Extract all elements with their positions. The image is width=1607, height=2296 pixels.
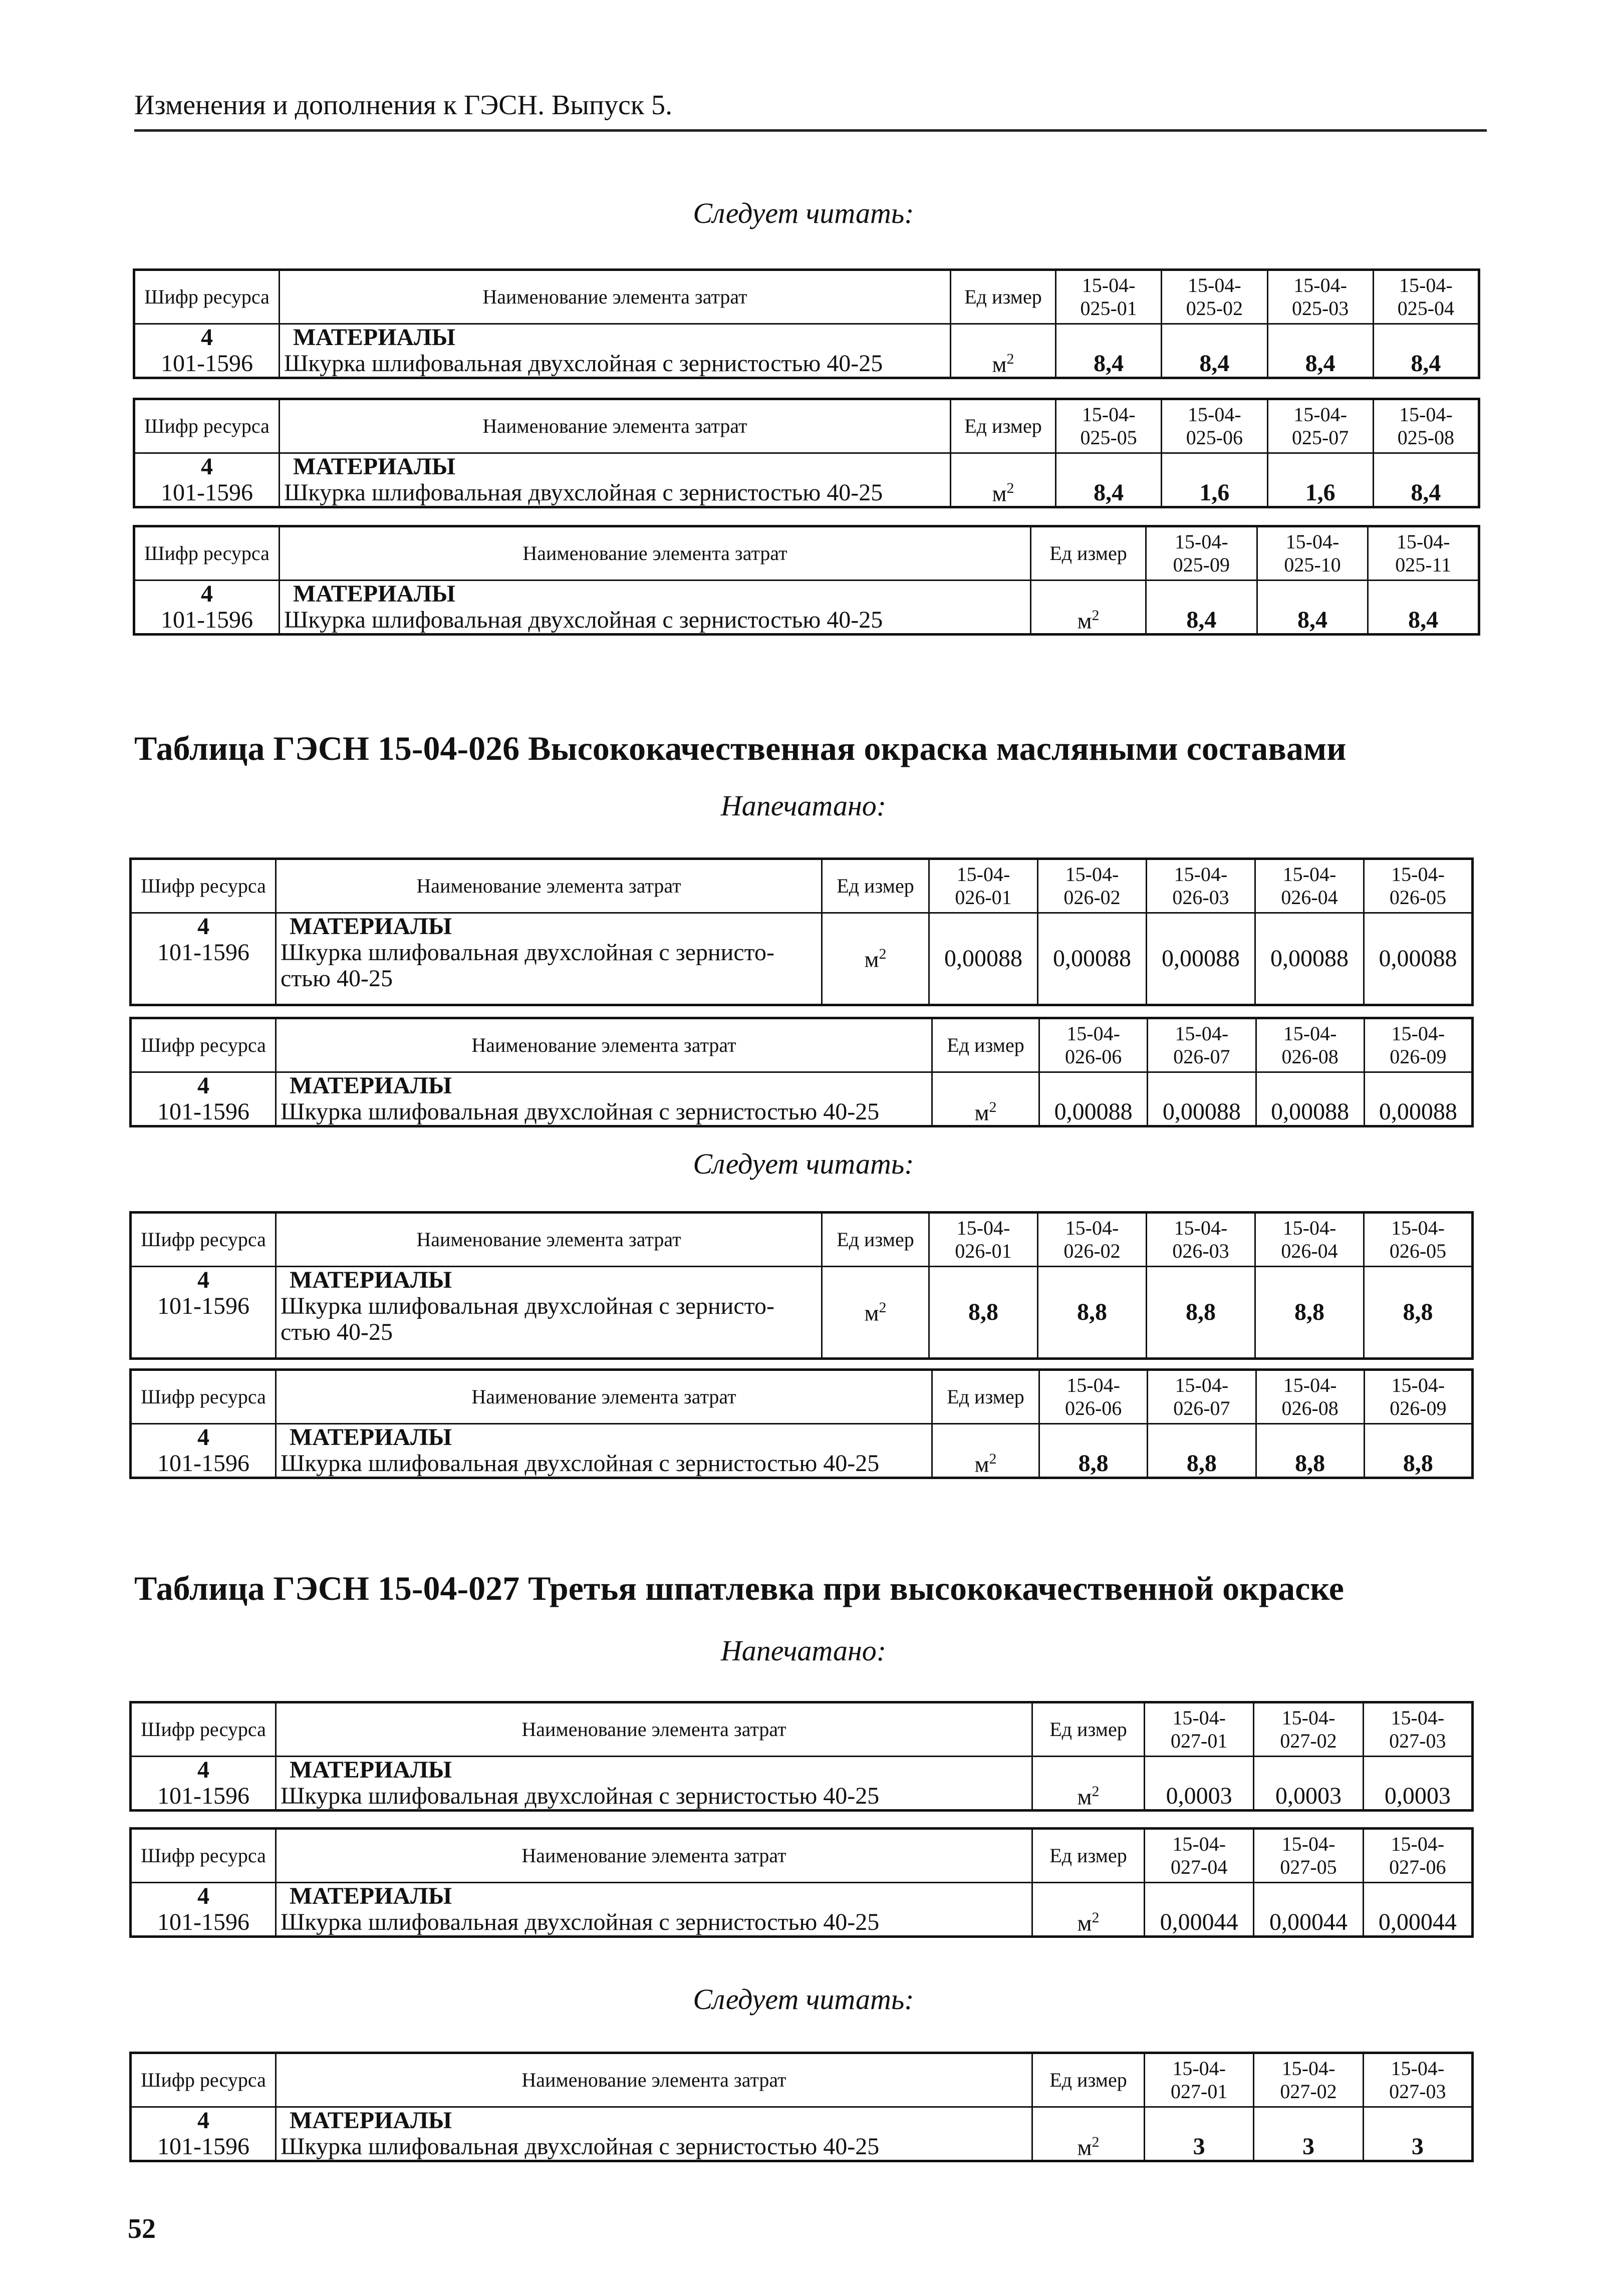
- resource-code-cell: 4 101-1596: [134, 581, 280, 635]
- value-cell: 0,00088: [1039, 1072, 1148, 1126]
- col-code-header: 15-04- 025-04: [1373, 270, 1479, 324]
- value-cell: 0,00088: [1038, 913, 1147, 1005]
- col-unit-header: Ед измер: [822, 1213, 929, 1267]
- value-cell: 8,8: [1147, 1267, 1255, 1359]
- table-row: [134, 581, 1479, 635]
- col-code-header: 15-04- 026-03: [1147, 1213, 1255, 1267]
- value-cell: 8,4: [1146, 581, 1257, 635]
- table-row: [131, 1424, 1473, 1478]
- col-code-header: 15-04- 027-06: [1363, 1829, 1472, 1883]
- unit-cell: $м^2$: [1031, 581, 1146, 635]
- value-cell: 8,4: [1368, 581, 1479, 635]
- value-cell: 8,8: [1364, 1424, 1472, 1478]
- col-code-header: 15-04- 027-01: [1145, 2053, 1254, 2107]
- value-cell: 0,00088: [1364, 913, 1473, 1005]
- table-header-row: [131, 859, 1473, 913]
- table-026-printed-b: [129, 1017, 1474, 1127]
- section-title-026: Таблица ГЭСН 15-04-026 Высококачественная окраска масляными составами: [134, 729, 1347, 767]
- resource-code-cell: 4 101-1596: [131, 1267, 276, 1359]
- col-code-header: 15-04- 027-05: [1254, 1829, 1363, 1883]
- unit-cell: $м^2$: [951, 453, 1056, 507]
- col-code-header: 15-04- 027-02: [1254, 2053, 1363, 2107]
- table-row: [131, 1883, 1473, 1937]
- col-unit-header: Ед измер: [951, 399, 1056, 453]
- value-cell: 1,6: [1162, 453, 1267, 507]
- table-row: [131, 2107, 1473, 2161]
- col-code-header: 15-04- 026-06: [1039, 1370, 1148, 1424]
- unit-cell: $м^2$: [1032, 2107, 1145, 2161]
- col-name-header: Наименование элемента затрат: [280, 526, 1031, 581]
- col-code-header: 15-04- 027-02: [1254, 1702, 1363, 1757]
- col-unit-header: Ед измер: [1032, 1702, 1145, 1757]
- table-026-read-a: [129, 1211, 1474, 1360]
- col-code-header: 15-04- 025-11: [1368, 526, 1479, 581]
- section-title-027: Таблица ГЭСН 15-04-027 Третья шпатлевка при высококачественной окраске: [134, 1569, 1344, 1607]
- col-unit-header: Ед измер: [1031, 526, 1146, 581]
- col-resource-header: Шифр ресурса: [131, 1829, 276, 1883]
- value-cell: 8,4: [1373, 453, 1479, 507]
- col-unit-header: Ед измер: [951, 270, 1056, 324]
- col-name-header: Наименование элемента затрат: [276, 1829, 1032, 1883]
- col-code-header: 15-04- 025-01: [1056, 270, 1162, 324]
- table-header-row: [134, 526, 1479, 581]
- col-code-header: 15-04- 025-05: [1056, 399, 1162, 453]
- col-code-header: 15-04- 026-04: [1255, 859, 1364, 913]
- col-name-header: Наименование элемента затрат: [280, 399, 951, 453]
- caption-printed-2: Напечатано:: [720, 1634, 887, 1667]
- col-resource-header: Шифр ресурса: [131, 1018, 276, 1072]
- table-row: [131, 1267, 1473, 1359]
- table-header-row: [131, 1702, 1473, 1757]
- col-code-header: 15-04- 026-01: [929, 859, 1038, 913]
- col-code-header: 15-04- 025-09: [1146, 526, 1257, 581]
- col-code-header: 15-04- 026-05: [1364, 859, 1473, 913]
- value-cell: 8,8: [1039, 1424, 1148, 1478]
- caption-read-3: Следует читать:: [693, 1983, 914, 2016]
- resource-name-cell: МАТЕРИАЛЫ Шкурка шлифовальная двухслойная с зернистостью 40-25: [276, 1424, 932, 1478]
- table-027-read: [129, 2052, 1474, 2162]
- table-027-printed-b: [129, 1827, 1474, 1938]
- col-code-header: 15-04- 027-03: [1363, 1702, 1472, 1757]
- col-code-header: 15-04- 026-09: [1364, 1018, 1472, 1072]
- value-cell: 0,00088: [1364, 1072, 1472, 1126]
- resource-code-cell: 4 101-1596: [131, 913, 276, 1005]
- table-026-printed-a: [129, 857, 1474, 1006]
- table-header-row: [131, 1829, 1473, 1883]
- col-code-header: 15-04- 025-03: [1267, 270, 1373, 324]
- resource-code-cell: 4 101-1596: [131, 1757, 276, 1811]
- table-header-row: [131, 1213, 1473, 1267]
- resource-name-cell: МАТЕРИАЛЫ Шкурка шлифовальная двухслойная с зернистостью 40-25: [276, 1757, 1032, 1811]
- table-025-c: [133, 525, 1480, 636]
- col-unit-header: Ед измер: [932, 1018, 1039, 1072]
- value-cell: 0,00044: [1145, 1883, 1254, 1937]
- value-cell: 8,8: [1364, 1267, 1473, 1359]
- value-cell: 0,00044: [1363, 1883, 1472, 1937]
- unit-cell: $м^2$: [932, 1424, 1039, 1478]
- table-header-row: [134, 399, 1479, 453]
- table-header-row: [134, 270, 1479, 324]
- value-cell: 0,00088: [1148, 1072, 1256, 1126]
- resource-code-cell: 4 101-1596: [131, 2107, 276, 2161]
- value-cell: 3: [1363, 2107, 1472, 2161]
- unit-cell: $м^2$: [1032, 1883, 1145, 1937]
- value-cell: 0,00044: [1254, 1883, 1363, 1937]
- value-cell: 3: [1145, 2107, 1254, 2161]
- table-header-row: [131, 1370, 1473, 1424]
- unit-cell: $м^2$: [932, 1072, 1039, 1126]
- col-resource-header: Шифр ресурса: [134, 270, 280, 324]
- table-027-printed-a: [129, 1701, 1474, 1812]
- col-code-header: 15-04- 025-08: [1373, 399, 1479, 453]
- col-code-header: 15-04- 026-03: [1147, 859, 1255, 913]
- unit-cell: $м^2$: [822, 1267, 929, 1359]
- col-name-header: Наименование элемента затрат: [276, 1702, 1032, 1757]
- unit-cell: $м^2$: [822, 913, 929, 1005]
- resource-name-cell: МАТЕРИАЛЫ Шкурка шлифовальная двухслойная с зернистостью 40-25: [276, 1072, 932, 1126]
- value-cell: 0,00088: [1255, 913, 1364, 1005]
- page-header: Изменения и дополнения к ГЭСН. Выпуск 5.: [134, 89, 1487, 132]
- value-cell: 8,8: [1256, 1424, 1364, 1478]
- caption-read-2: Следует читать:: [693, 1147, 914, 1180]
- col-name-header: Наименование элемента затрат: [276, 859, 822, 913]
- table-025-b: [133, 398, 1480, 508]
- col-resource-header: Шифр ресурса: [131, 1702, 276, 1757]
- col-resource-header: Шифр ресурса: [131, 1370, 276, 1424]
- resource-name-cell: МАТЕРИАЛЫ Шкурка шлифовальная двухслойная с зернистостью 40-25: [276, 2107, 1032, 2161]
- value-cell: 8,4: [1162, 324, 1267, 378]
- resource-code-cell: 4 101-1596: [134, 324, 280, 378]
- col-unit-header: Ед измер: [932, 1370, 1039, 1424]
- page-number: 52: [128, 2213, 156, 2244]
- col-code-header: 15-04- 025-10: [1257, 526, 1368, 581]
- value-cell: 8,4: [1056, 324, 1162, 378]
- table-row: [131, 913, 1473, 1005]
- col-code-header: 15-04- 027-04: [1145, 1829, 1254, 1883]
- resource-name-cell: МАТЕРИАЛЫ Шкурка шлифовальная двухслойная с зернистостью 40-25: [280, 324, 951, 378]
- resource-name-cell: МАТЕРИАЛЫ Шкурка шлифовальная двухслойная с зернисто- стью 40-25: [276, 1267, 822, 1359]
- table-row: [134, 324, 1479, 378]
- resource-name-cell: МАТЕРИАЛЫ Шкурка шлифовальная двухслойная с зернистостью 40-25: [280, 581, 1031, 635]
- resource-name-cell: МАТЕРИАЛЫ Шкурка шлифовальная двухслойная с зернисто- стью 40-25: [276, 913, 822, 1005]
- col-code-header: 15-04- 026-08: [1256, 1370, 1364, 1424]
- table-025-a: [133, 268, 1480, 379]
- resource-name-cell: МАТЕРИАЛЫ Шкурка шлифовальная двухслойная с зернистостью 40-25: [276, 1883, 1032, 1937]
- resource-code-cell: 4 101-1596: [131, 1883, 276, 1937]
- col-code-header: 15-04- 026-05: [1364, 1213, 1473, 1267]
- unit-cell: $м^2$: [951, 324, 1056, 378]
- col-code-header: 15-04- 026-02: [1038, 1213, 1147, 1267]
- col-code-header: 15-04- 025-02: [1162, 270, 1267, 324]
- table-row: [134, 453, 1479, 507]
- col-name-header: Наименование элемента затрат: [280, 270, 951, 324]
- resource-name-cell: МАТЕРИАЛЫ Шкурка шлифовальная двухслойная с зернистостью 40-25: [280, 453, 951, 507]
- value-cell: 3: [1254, 2107, 1363, 2161]
- col-code-header: 15-04- 025-06: [1162, 399, 1267, 453]
- col-name-header: Наименование элемента затрат: [276, 1370, 932, 1424]
- value-cell: 0,0003: [1254, 1757, 1363, 1811]
- value-cell: 0,00088: [929, 913, 1038, 1005]
- value-cell: 0,00088: [1147, 913, 1255, 1005]
- table-header-row: [131, 1018, 1473, 1072]
- table-row: [131, 1072, 1473, 1126]
- value-cell: 8,4: [1056, 453, 1162, 507]
- value-cell: 8,8: [1148, 1424, 1256, 1478]
- value-cell: 0,0003: [1145, 1757, 1254, 1811]
- value-cell: 8,8: [929, 1267, 1038, 1359]
- col-resource-header: Шифр ресурса: [134, 399, 280, 453]
- col-code-header: 15-04- 026-02: [1038, 859, 1147, 913]
- value-cell: 1,6: [1267, 453, 1373, 507]
- col-resource-header: Шифр ресурса: [131, 2053, 276, 2107]
- col-resource-header: Шифр ресурса: [134, 526, 280, 581]
- caption-read-1: Следует читать:: [693, 197, 914, 229]
- col-code-header: 15-04- 026-07: [1148, 1370, 1256, 1424]
- resource-code-cell: 4 101-1596: [131, 1072, 276, 1126]
- resource-code-cell: 4 101-1596: [134, 453, 280, 507]
- col-code-header: 15-04- 027-03: [1363, 2053, 1472, 2107]
- col-code-header: 15-04- 026-09: [1364, 1370, 1472, 1424]
- col-name-header: Наименование элемента затрат: [276, 2053, 1032, 2107]
- col-unit-header: Ед измер: [1032, 2053, 1145, 2107]
- value-cell: 8,4: [1373, 324, 1479, 378]
- col-code-header: 15-04- 025-07: [1267, 399, 1373, 453]
- col-code-header: 15-04- 026-08: [1256, 1018, 1364, 1072]
- value-cell: 0,00088: [1256, 1072, 1364, 1126]
- col-code-header: 15-04- 026-06: [1039, 1018, 1148, 1072]
- col-resource-header: Шифр ресурса: [131, 859, 276, 913]
- table-026-read-b: [129, 1368, 1474, 1479]
- unit-cell: $м^2$: [1032, 1757, 1145, 1811]
- col-unit-header: Ед измер: [822, 859, 929, 913]
- col-name-header: Наименование элемента затрат: [276, 1018, 932, 1072]
- col-resource-header: Шифр ресурса: [131, 1213, 276, 1267]
- value-cell: 8,8: [1038, 1267, 1147, 1359]
- value-cell: 0,0003: [1363, 1757, 1472, 1811]
- col-name-header: Наименование элемента затрат: [276, 1213, 822, 1267]
- col-unit-header: Ед измер: [1032, 1829, 1145, 1883]
- col-code-header: 15-04- 027-01: [1145, 1702, 1254, 1757]
- col-code-header: 15-04- 026-07: [1148, 1018, 1256, 1072]
- table-row: [131, 1757, 1473, 1811]
- value-cell: 8,4: [1267, 324, 1373, 378]
- caption-printed-1: Напечатано:: [720, 789, 887, 822]
- col-code-header: 15-04- 026-04: [1255, 1213, 1364, 1267]
- col-code-header: 15-04- 026-01: [929, 1213, 1038, 1267]
- value-cell: 8,8: [1255, 1267, 1364, 1359]
- table-header-row: [131, 2053, 1473, 2107]
- value-cell: 8,4: [1257, 581, 1368, 635]
- resource-code-cell: 4 101-1596: [131, 1424, 276, 1478]
